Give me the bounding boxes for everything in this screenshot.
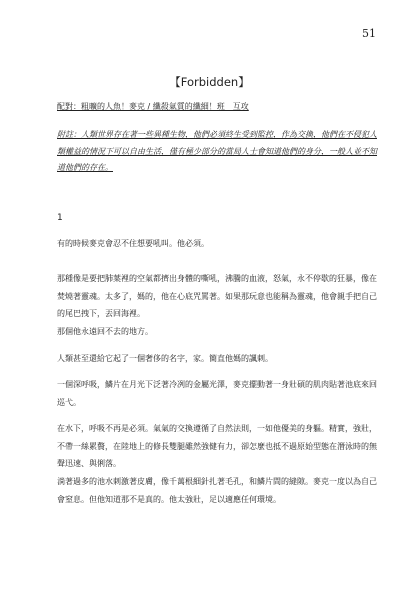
pairing-line: 配對：粗曠的人魚！麥克 / 纖殺氣質的纖細！班 互攻 xyxy=(57,102,249,111)
body-paragraph: 有的時候麥克會忍不住想要吼叫。他必須。 xyxy=(57,239,209,248)
body-paragraph: 在水下，呼吸不再是必須。氣氣的交換遵循了自然法則，一如他優美的身軀。精實，強壯，不帶一絲累贅，在陸地上的修長雙腿雖然強健有力，卻怎麼也抵不過原始型態在潛泳時的無聲迅速、與俐落。 xyxy=(57,424,377,468)
body-paragraph: 一個深呼吸，鱗片在月光下泛著冷冽的金屬光澤，麥克擺動著一身壯碩的肌肉貼著池底來回巡弋。 xyxy=(57,380,377,407)
body-paragraph: 淌著過多的池水刺激著皮膚，像千萬根細針扎著毛孔，和鱗片間的縫隙。麥克一度以為自己會窒息。但他知道那不是真的。他太強壯，足以適應任何環境。 xyxy=(57,477,377,504)
page-number: 51 xyxy=(362,27,376,40)
chapter-number: 1 xyxy=(57,213,63,223)
body-paragraph: 人類甚至還給它起了一個奢侈的名字，家。簡直他媽的諷刺。 xyxy=(57,354,273,363)
body-paragraph: 那種像是要把肺葉裡的空氣都擠出身體的嘶吼，沸騰的血液，怒氣，永不停歇的狂暴，像在焚燒著靈魂。太多了，媽的，他在心底咒罵著。如果那玩意也能稱為靈魂，他會親手把自己的尾巴拽下，丟回海裡。 xyxy=(57,274,377,318)
body-paragraph: 那個他永遠回不去的地方。 xyxy=(57,327,153,336)
story-title: 【Forbidden】 xyxy=(169,75,250,89)
author-note: 附註：人類世界存在著一些異種生物，他們必須終生受到監控，作為交換，他們在不侵犯人類權益的情況下可以自由生活，僅有極少部分的當局人士會知道他們的身分，一般人並不知道他們的存在。 xyxy=(57,130,377,172)
